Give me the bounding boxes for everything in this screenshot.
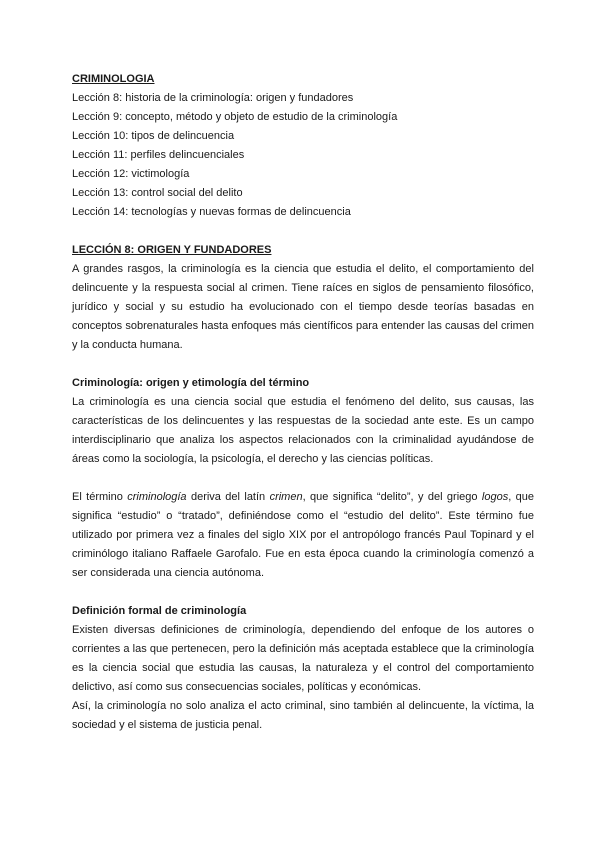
term-logos: logos [481, 491, 509, 503]
term-crimen: crimen [269, 491, 303, 503]
spacer [72, 222, 534, 241]
text-run: deriva del latín [186, 491, 270, 503]
spacer [72, 583, 534, 602]
origin-paragraph-1: La criminología es una ciencia social que estudia el fenómeno del delito, sus causas, las características de los delincuentes y las respuestas de la sociedad ante este. Es un campo interdisciplinario que analiza los aspectos relacionados con la criminalidad ayudándose de áreas como la sociología, la psicología, el derecho y las ciencias políticas. [72, 396, 534, 465]
lesson-item-10: Lección 10: tipos de delincuencia [72, 130, 235, 142]
lesson-item-13: Lección 13: control social del delito [72, 187, 243, 199]
text-run: , que significa “delito”, y del griego [302, 491, 482, 503]
spacer [72, 469, 534, 488]
definition-paragraph-2: Así, la criminología no solo analiza el acto criminal, sino también al delincuente, la víctima, la sociedad y el sistema de justicia penal. [72, 700, 534, 731]
lesson-item-8: Lección 8: historia de la criminología: origen y fundadores [72, 92, 354, 104]
lesson-item-9: Lección 9: concepto, método y objeto de estudio de la criminología [72, 111, 398, 123]
lesson-item-12: Lección 12: victimología [72, 168, 190, 180]
subsection-title-origin: Criminología: origen y etimología del término [72, 377, 310, 389]
spacer [72, 355, 534, 374]
section-title-lesson-8: LECCIÓN 8: ORIGEN Y FUNDADORES [72, 244, 272, 256]
intro-paragraph: A grandes rasgos, la criminología es la ciencia que estudia el delito, el comportamiento del delincuente y la respuesta social al crimen. Tiene raíces en siglos de pensamiento filosófico, jurídico y social y su estudio ha evolucionado con el tiempo desde teorías basadas en conceptos sobrenaturales hasta enfoques más científicos para entender las causas del crimen y la conducta humana. [72, 263, 534, 351]
document-title: CRIMINOLOGIA [72, 73, 155, 85]
definition-paragraph-1: Existen diversas definiciones de criminología, dependiendo del enfoque de los autores o corrientes a las que pertenecen, pero la definición más aceptada establece que la criminología es la ciencia social que estudia las causas, la naturaleza y el control del comportamiento delictivo, así como sus consecuencias sociales, políticas y económicas. [72, 624, 534, 693]
term-criminologia: criminología [127, 491, 187, 503]
text-run: El término [72, 491, 128, 503]
lesson-item-14: Lección 14: tecnologías y nuevas formas de delincuencia [72, 206, 351, 218]
document-page [72, 70, 534, 735]
subsection-title-definition: Definición formal de criminología [72, 605, 247, 617]
origin-paragraph-2 [72, 488, 534, 583]
text-run: , que significa “estudio” o “tratado”, definiéndose como el “estudio del delito”. Este término fue utilizado por primera vez a finales del siglo XIX por el antropólogo francés Paul Topinard y el criminólogo italiano Raffaele Garofalo. Fue en esta época cuando la criminología comenzó a ser considerada una ciencia autónoma. [72, 491, 535, 579]
lesson-item-11: Lección 11: perfiles delincuenciales [72, 149, 245, 161]
lesson-list [72, 89, 534, 222]
